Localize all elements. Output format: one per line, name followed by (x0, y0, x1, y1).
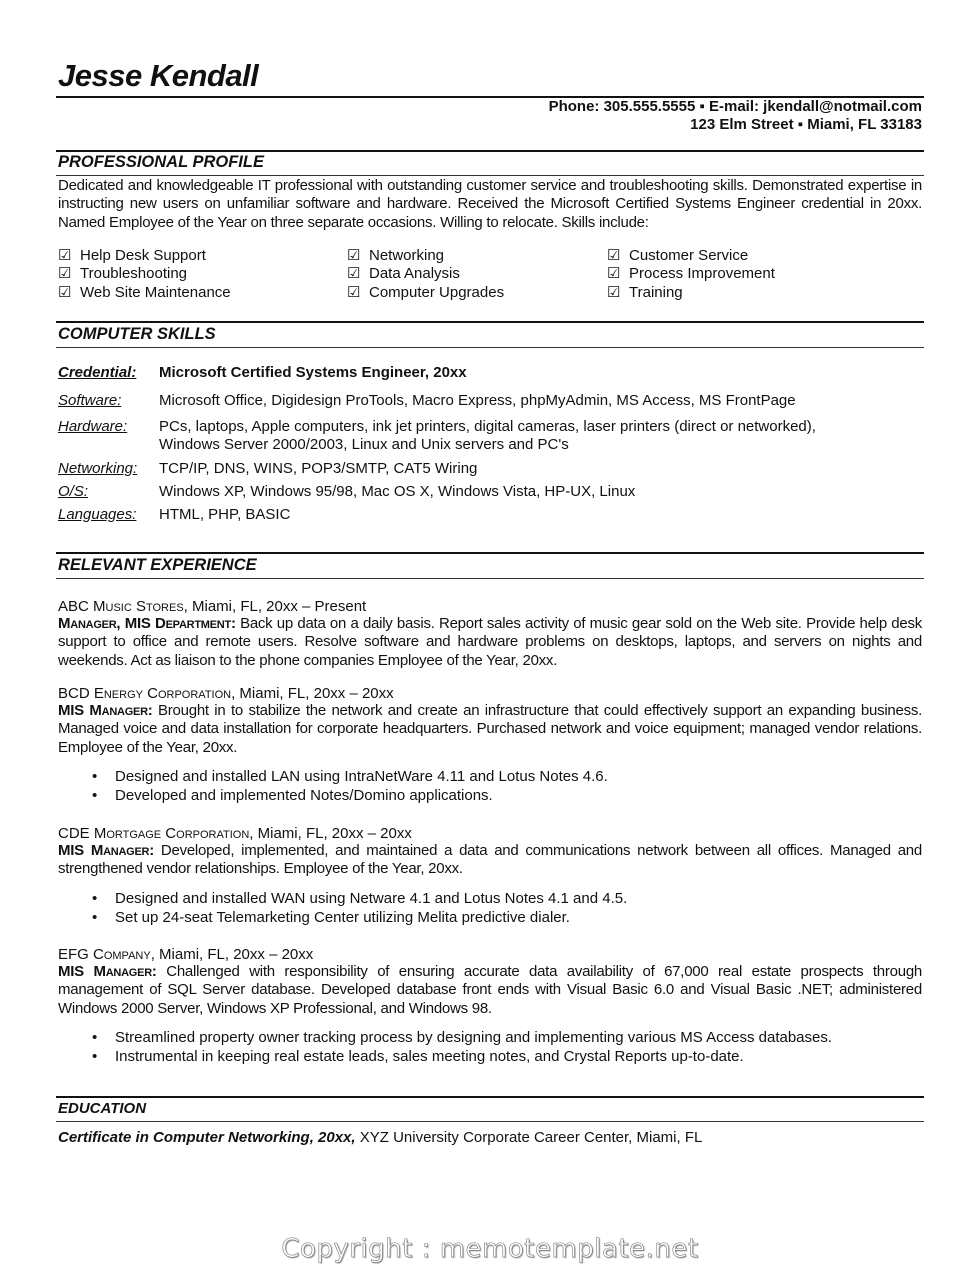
checkbox-checked-icon: ☑ (58, 247, 72, 264)
profile-text: Dedicated and knowledgeable IT professional with outstanding customer service and troubleshooting skills. Demonstrated expertise in instructing new users on unfamiliar software and hardware. Received the Microsoft Certified Systems Engineer credential in 20xx. Named Employee of the Year on three separate occasions. Willing to relocate. Skills include: (58, 177, 922, 231)
profile-summary (58, 177, 922, 232)
company-name: CDE Mortgage Corporation (58, 825, 250, 842)
job-description (58, 615, 922, 670)
job-bullets (92, 767, 608, 805)
job-header (58, 685, 394, 702)
checkbox-checked-icon: ☑ (607, 265, 621, 283)
job-title: MIS Manager: (58, 963, 157, 980)
job-description-text (58, 615, 922, 670)
skill-label: Data Analysis (369, 265, 460, 283)
skill-item (607, 284, 775, 302)
job-bullet: • Streamlined property owner tracking process by designing and implementing various MS Access databases. (92, 1028, 832, 1047)
job-description-body: Challenged with responsibility of ensuring accurate data availability of 67,000 real estate prospects through management of SQL Server database. Developed database front ends with Visual Basic 6.0 and Visual Basic .NET; administered Windows 2000 Server, Windows XP Professional, and Windows 98. (58, 963, 923, 1017)
section-heading-computer-skills: COMPUTER SKILLS (58, 325, 216, 343)
divider (56, 1121, 924, 1122)
skill-label: Training (629, 283, 683, 301)
computer-skill-row (58, 483, 919, 501)
skill-label: Computer Upgrades (369, 283, 505, 301)
job-description-body: Brought in to stabilize the network and create an infrastructure that could effectively support an expanding business. Managed voice and data installation for corporate headquarters. Purchased network and voice equipment; managed vendor relations. Employee of the Year, 20xx. (58, 702, 923, 756)
computer-skill-label: O/S: (58, 483, 89, 500)
job-bullets (92, 889, 627, 927)
job-description (58, 963, 922, 1018)
job-header (58, 598, 366, 615)
computer-skill-value (159, 483, 919, 501)
job-title: MIS Manager: (58, 842, 154, 859)
job-bullet: • Instrumental in keeping real estate leads, sales meeting notes, and Crystal Reports up-to-date. (92, 1047, 832, 1066)
skill-item (607, 247, 775, 265)
job-description (58, 842, 922, 879)
divider (56, 1096, 924, 1098)
computer-skill-row (58, 364, 919, 382)
computer-skill-label: Languages: (58, 506, 137, 523)
skills-column (607, 247, 775, 302)
skill-item (347, 284, 607, 302)
computer-skill-label: Credential: (58, 364, 137, 381)
candidate-name: Jesse Kendall (58, 58, 259, 93)
divider (56, 552, 924, 554)
computer-skill-label: Hardware: (58, 418, 128, 435)
computer-skill-row (58, 460, 919, 478)
skill-label: Help Desk Support (80, 247, 206, 264)
job-bullet: • Designed and installed LAN using IntraNetWare 4.11 and Lotus Notes 4.6. (92, 767, 608, 786)
skills-column (58, 247, 347, 302)
job-bullets (92, 1028, 832, 1066)
computer-skill-value (159, 418, 919, 454)
job-header (58, 825, 412, 842)
job-description (58, 702, 922, 757)
skill-item (58, 284, 347, 302)
computer-skill-value-line: Windows XP, Windows 95/98, Mac OS X, Windows Vista, HP-UX, Linux (159, 483, 636, 500)
computer-skill-label: Networking: (58, 460, 138, 477)
skill-label: Troubleshooting (80, 265, 188, 283)
checkbox-checked-icon: ☑ (347, 265, 361, 283)
checkbox-checked-icon: ☑ (58, 265, 72, 283)
skill-item (58, 265, 347, 283)
computer-skill-value-line: Windows Server 2000/2003, Linux and Unix servers and PC's (159, 436, 569, 453)
checkbox-checked-icon: ☑ (58, 283, 72, 301)
divider (56, 321, 924, 323)
job-header (58, 946, 313, 963)
computer-skill-row (58, 392, 919, 410)
divider (56, 175, 924, 176)
job-description-text (58, 842, 922, 879)
job-location-dates: , Miami, FL, 20xx – Present (183, 598, 367, 615)
job-description-text (58, 702, 922, 757)
divider (56, 150, 924, 152)
section-heading-experience: RELEVANT EXPERIENCE (58, 556, 257, 574)
skill-item (607, 265, 775, 283)
job-description-body: Developed, implemented, and maintained a data and communications network between all offices. Managed and strengthened vendor relationships. Employee of the Year, 20xx. (58, 842, 922, 878)
checkbox-checked-icon: ☑ (607, 247, 621, 264)
skills-column (347, 247, 607, 302)
job-title: MIS Manager: (58, 702, 153, 719)
contact-address: 123 Elm Street ▪ Miami, FL 33183 (690, 116, 922, 133)
job-title: Manager, MIS Department: (58, 615, 236, 632)
skill-item (58, 247, 347, 265)
computer-skill-value (159, 506, 919, 524)
divider (56, 347, 924, 348)
computer-skill-value (159, 364, 919, 382)
section-heading-education: EDUCATION (58, 1100, 147, 1117)
computer-skill-value-line: Microsoft Office, Digidesign ProTools, Macro Express, phpMyAdmin, MS Access, MS FrontPage (159, 392, 796, 409)
computer-skill-value-line: Microsoft Certified Systems Engineer, 20xx (159, 364, 467, 381)
computer-skill-row (58, 418, 919, 454)
education-entry (58, 1129, 702, 1146)
checkbox-checked-icon: ☑ (347, 283, 361, 301)
computer-skill-value-line: HTML, PHP, BASIC (159, 506, 291, 523)
company-name: ABC Music Stores (58, 598, 184, 615)
skills-list (58, 247, 922, 302)
contact-phone-email: Phone: 305.555.5555 ▪ E-mail: jkendall@notmail.com (548, 98, 922, 115)
job-description-text (58, 963, 922, 1018)
skill-label: Process Improvement (629, 265, 775, 283)
computer-skill-label: Software: (58, 392, 122, 409)
computer-skill-value-line: PCs, laptops, Apple computers, ink jet printers, digital cameras, laser printers (direct or networked), (159, 418, 816, 435)
job-bullet: • Developed and implemented Notes/Domino applications. (92, 786, 608, 805)
checkbox-checked-icon: ☑ (607, 283, 621, 301)
skill-item (347, 265, 607, 283)
section-heading-profile: PROFESSIONAL PROFILE (58, 153, 264, 171)
job-bullet: • Set up 24-seat Telemarketing Center utilizing Melita predictive dialer. (92, 908, 627, 927)
company-name: BCD Energy Corporation (58, 685, 232, 702)
company-name: EFG Company (58, 946, 151, 963)
job-location-dates: , Miami, FL, 20xx – 20xx (249, 825, 412, 842)
job-location-dates: , Miami, FL, 20xx – 20xx (150, 946, 314, 963)
computer-skill-row (58, 506, 919, 524)
divider (56, 578, 924, 579)
job-description-body: Back up data on a daily basis. Report sales activity of music gear sold on the Web site. Provide help desk support to office and remote users. Resolve software and hardware problems on desktops, laptops, and servers on nights and weekends. Act as liaison to the phone companies Employee of the Year, 20xx. (58, 615, 922, 669)
education-degree: Certificate in Computer Networking, 20xx, (58, 1129, 356, 1146)
watermark: Copyright : memotemplate.net (281, 1234, 699, 1264)
skill-label: Networking (369, 247, 445, 264)
skill-label: Customer Service (629, 247, 749, 264)
job-location-dates: , Miami, FL, 20xx – 20xx (231, 685, 394, 702)
computer-skill-value (159, 392, 919, 410)
checkbox-checked-icon: ☑ (347, 247, 361, 264)
education-school: XYZ University Corporate Career Center, Miami, FL (355, 1129, 703, 1146)
job-bullet: • Designed and installed WAN using Netware 4.1 and Lotus Notes 4.1 and 4.5. (92, 889, 627, 908)
skill-item (347, 247, 607, 265)
contact-info (549, 98, 922, 134)
skill-label: Web Site Maintenance (80, 283, 231, 301)
computer-skill-value-line: TCP/IP, DNS, WINS, POP3/SMTP, CAT5 Wiring (159, 460, 478, 477)
computer-skill-value (159, 460, 919, 478)
